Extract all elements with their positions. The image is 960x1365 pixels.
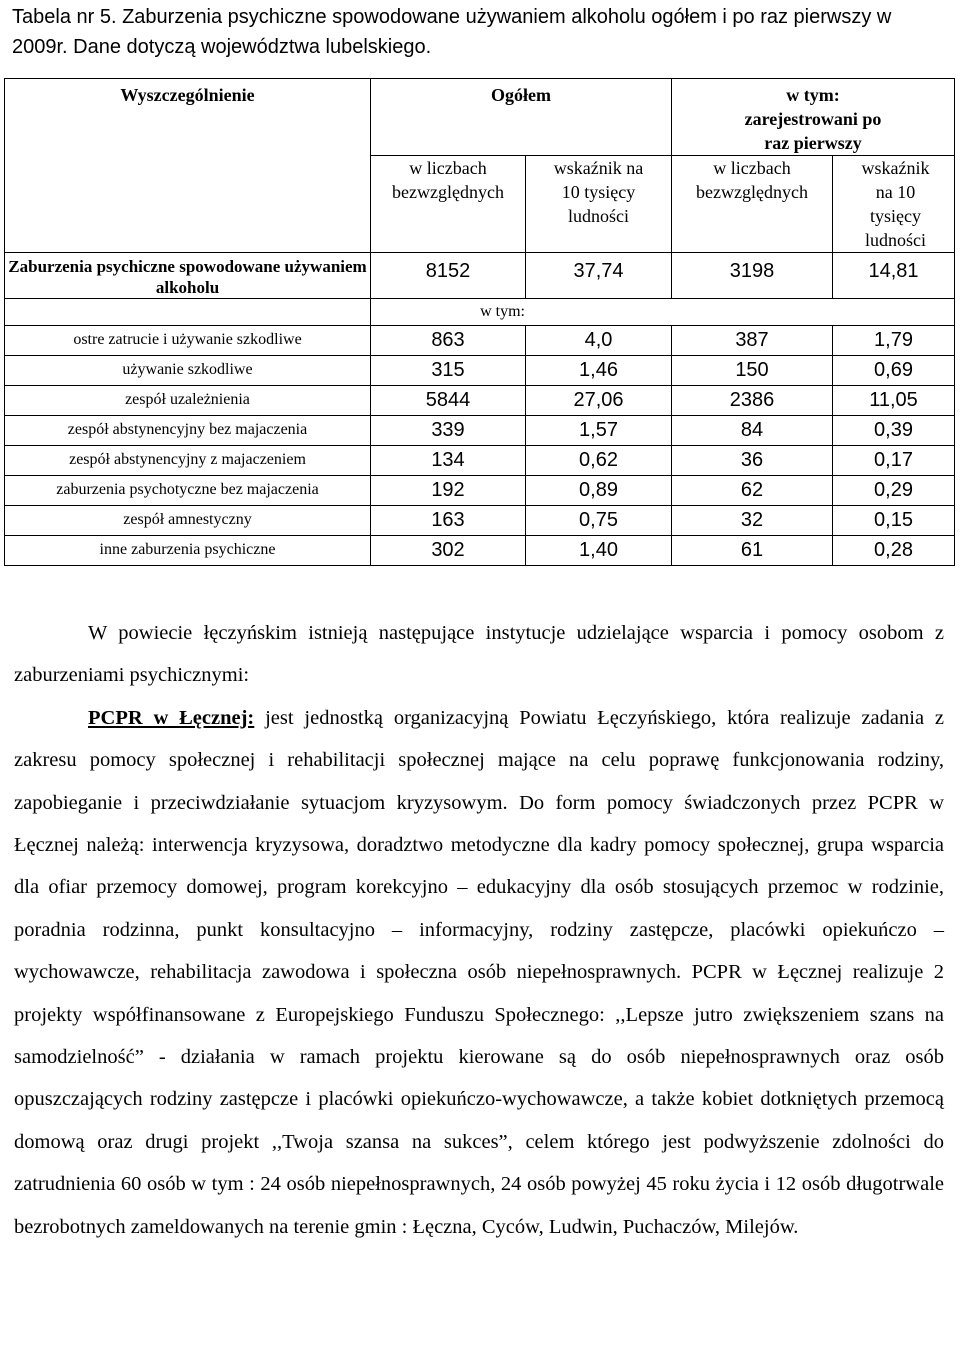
cell-value: 0,69 [833,356,955,386]
table-row [5,356,955,386]
cell-value: 0,75 [526,506,672,536]
cell-value: 1,79 [833,326,955,356]
header-total: Ogółem [371,79,672,156]
cell-value: 387 [672,326,833,356]
cell-value: 0,28 [833,536,955,566]
table-caption: Tabela nr 5. Zaburzenia psychiczne spowodowane używaniem alkoholu ogółem i po raz pierwszy w 2009r. Dane dotyczą województwa lubelskiego. [12,6,892,58]
header-abs-first: w liczbach bezwzględnych [672,156,833,253]
cell-value: 84 [672,416,833,446]
row-label: zespół abstynencyjny bez majaczenia [5,416,371,446]
cell-value: 134 [371,446,526,476]
pcpr-description: jest jednostką organizacyjną Powiatu Łęczyńskiego, która realizuje zadania z zakresu pomocy społecznej i rehabilitacji społecznej mające na celu poprawę funkcjonowania rodziny, zapobieganie i przeciwdziałanie sytuacjom kryzysowym. Do form pomocy świadczonych przez PCPR w Łęcznej należą: interwencja kryzysowa, doradztwo metodyczne dla kadry pomocy społecznej, grupa wsparcia dla ofiar przemocy domowej, program korekcyjno – edukacyjny dla osób stosujących przemoc w rodzinie, poradnia rodzinna, punkt konsultacyjno – informacyjny, rodziny zastępcze, placówki opiekuńczo – wychowawcze, rehabilitacja zawodowa i społeczna osób niepełnosprawnych. PCPR w Łęcznej realizuje 2 projekty współfinansowane z Europejskiego Funduszu Społecznego: ,,Lepsze jutro zwiększeniem szans na samodzielność” - działania w ramach projektu kierowane są do osób niepełnosprawnych oraz osób opuszczających rodziny zastępcze i placówki opiekuńczo-wychowawcze, a także kobiet dotkniętych przemocą domową oraz drugi projekt ,,Twoja szansa na sukces”, celem którego jest podwyższenie zdolności do zatrudnienia 60 osób w tym : 24 osób niepełnosprawnych, 24 osób powyżej 45 roku życia i 12 osób długotrwale bezrobotnych zameldowanych na terenie gmin : Łęczna, Cyców, Ludwin, Puchaczów, Milejów. [14,706,944,1238]
cell-value: 5844 [371,386,526,416]
cell-value: 4,0 [526,326,672,356]
table-row [5,506,955,536]
cell-value: 0,39 [833,416,955,446]
cell-value: 0,62 [526,446,672,476]
subheader-wtym-row [5,299,955,326]
cell-value: 32 [672,506,833,536]
header-rate-total: wskaźnik na 10 tysięcy ludności [526,156,672,253]
table-row [5,536,955,566]
cell-value: 36 [672,446,833,476]
cell-value: 163 [371,506,526,536]
cell-value: 0,89 [526,476,672,506]
cell-value: 0,17 [833,446,955,476]
cell-value: 1,40 [526,536,672,566]
cell-value: 0,29 [833,476,955,506]
cell-value: 863 [371,326,526,356]
cell-value: 2386 [672,386,833,416]
cell-value: 315 [371,356,526,386]
cell-value: 192 [371,476,526,506]
cell-value: 14,81 [833,253,955,299]
cell-value: 8152 [371,253,526,299]
cell-value: 150 [672,356,833,386]
cell-value: 11,05 [833,386,955,416]
header-row [5,79,955,156]
cell-value: 62 [672,476,833,506]
statistics-table [4,78,955,566]
table-row [5,386,955,416]
table-row [5,446,955,476]
cell-value: 1,46 [526,356,672,386]
cell-value: 61 [672,536,833,566]
table-row [5,476,955,506]
row-label: Zaburzenia psychiczne spowodowane używaniem alkoholu [5,253,371,299]
cell-value: 339 [371,416,526,446]
row-label: zespół uzależnienia [5,386,371,416]
cell-value: 302 [371,536,526,566]
cell-value: 0,15 [833,506,955,536]
paragraph-intro: W powiecie łęczyńskim istnieją następujące instytucje udzielające wsparcia i pomocy osobom z zaburzeniami psychicznymi: [14,622,944,687]
row-label: używanie szkodliwe [5,356,371,386]
row-label: zespół abstynencyjny z majaczeniem [5,446,371,476]
paragraph-pcpr [14,697,944,1248]
body-text [14,612,944,1248]
row-label: zaburzenia psychotyczne bez majaczenia [5,476,371,506]
cell-value: 37,74 [526,253,672,299]
cell-value: 27,06 [526,386,672,416]
cell-value: 3198 [672,253,833,299]
subheader-w-tym: w tym: [371,299,955,326]
row-label: zespół amnestyczny [5,506,371,536]
row-label: inne zaburzenia psychiczne [5,536,371,566]
pcpr-heading: PCPR w Łęcznej: [88,706,255,729]
header-abs-total: w liczbach bezwzględnych [371,156,526,253]
table-row-main [5,253,955,299]
row-label: ostre zatrucie i używanie szkodliwe [5,326,371,356]
table-row [5,416,955,446]
header-first-time: w tym: zarejestrowani po raz pierwszy [672,79,955,156]
header-rate-first: wskaźnik na 10 tysięcy ludności [833,156,955,253]
table-row [5,326,955,356]
header-description: Wyszczególnienie [5,79,371,253]
cell-value: 1,57 [526,416,672,446]
empty-cell [5,299,371,326]
